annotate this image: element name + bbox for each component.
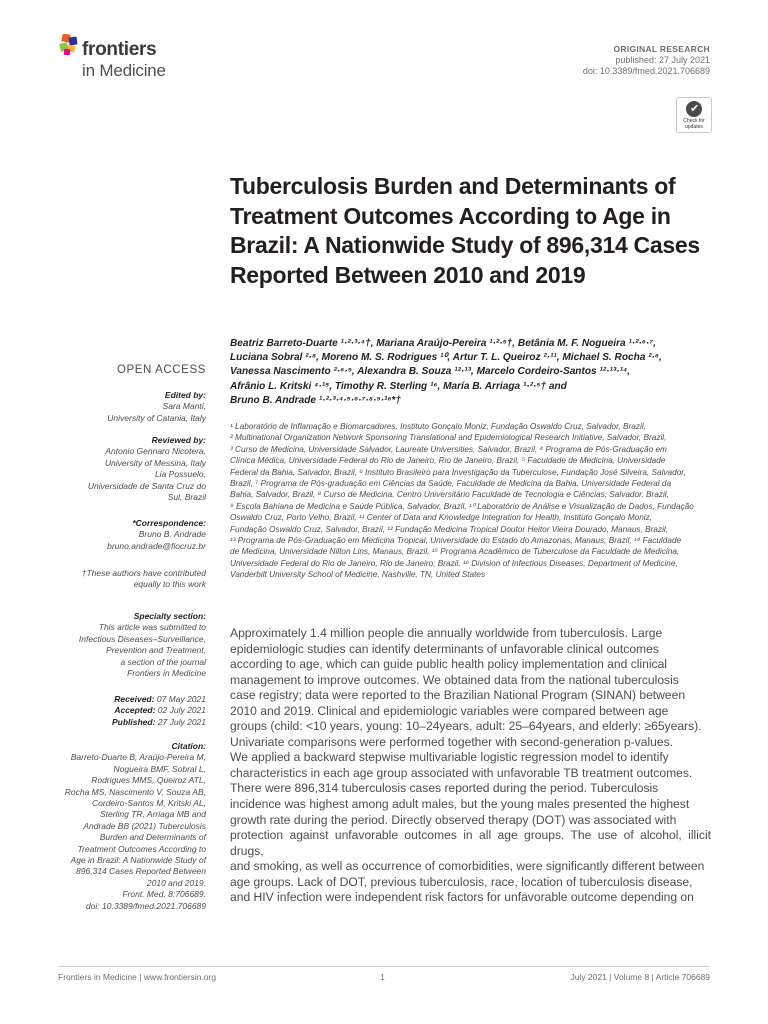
check-updates-label: Check for updates	[683, 118, 705, 130]
equal-contribution-note	[58, 568, 206, 591]
affiliation-line: ¹³ Programa de Pós-Graduação em Medicina Tropical, Universidade do Estado do Amazonas, Manaus, Brazil, ¹⁴ Faculdade	[230, 536, 682, 546]
citation-line: Andrade BB (2021) Tuberculosis	[83, 820, 206, 831]
edited-by-section	[58, 390, 206, 424]
abstract-line: according to age, which can guide public health policy implementation and clinical	[230, 657, 667, 672]
check-for-updates-button[interactable]	[676, 97, 712, 133]
reviewer-line: Antonio Gennaro Nicotera,	[105, 446, 206, 457]
citation-section	[58, 741, 206, 912]
accepted-row: Accepted: 02 July 2021	[114, 705, 206, 716]
affiliation-line: Fundação Oswaldo Cruz, Salvador, Brazil, ¹² Fundação Medicina Tropical Doutor Heitor Vieira Dourado, Manaus, Brazil,	[230, 524, 669, 534]
affiliation-line: ² Multinational Organization Network Sponsoring Translational and Epidemiological Research Initiative, Salvador, Brazil,	[230, 433, 667, 443]
received-row: Received: 07 May 2021	[114, 694, 206, 704]
abstract-line: and smoking, as well as occurrence of comorbidities, were significantly different between	[230, 859, 705, 874]
citation-line: Burden and Determinants of	[99, 832, 206, 843]
citation-line: Rodrigues MMS, Queiroz ATL,	[91, 775, 206, 786]
abstract-line: characteristics in each age group associated with unfavorable TB treatment outcomes.	[230, 765, 693, 780]
specialty-line: Prevention and Treatment,	[105, 645, 206, 656]
abstract	[230, 626, 711, 906]
citation-line: Nogueira BMF, Sobral L,	[113, 763, 206, 774]
abstract-line: Approximately 1.4 million people die annually worldwide from tuberculosis. Large	[230, 626, 663, 640]
abstract-line: incidence was highest among adult males, but the young males presented the highest	[230, 797, 690, 812]
reviewer-line: University of Messina, Italy	[104, 457, 206, 468]
editor-line: University of Catania, Italy	[107, 412, 206, 423]
published-date-sidebar: 27 July 2021	[157, 716, 206, 727]
affiliation-line: de Medicina, Universidade Nilton Lins, Manaus, Brazil, ¹⁵ Programa Acadêmico de Tuberculose da Faculdade de Medicina,	[230, 547, 680, 557]
citation-line: Age in Brazil: A Nationwide Study of	[70, 855, 206, 866]
citation-line[interactable]: doi: 10.3389/fmed.2021.706689	[85, 900, 206, 911]
specialty-heading: Specialty section:	[133, 611, 206, 621]
abstract-line: case registry; data were reported to the Brazilian National Program (SINAN) between	[230, 688, 686, 703]
page-number: 1	[380, 972, 385, 982]
footer-divider	[58, 966, 710, 967]
abstract-line: We applied a backward stepwise multivariable logistic regression model to identify	[230, 750, 669, 765]
citation-line: Treatment Outcomes According to	[77, 843, 206, 854]
check-updates-icon: ✔	[686, 101, 702, 117]
affiliation-line: Oswaldo Cruz, Porto Velho, Brazil, ¹¹ Center of Data and Knowledge Integration for Health, Instituto Gonçalo Moniz,	[230, 513, 653, 523]
specialty-line: a section of the journal	[120, 656, 206, 667]
footer-issue-info: July 2021 | Volume 8 | Article 706689	[570, 972, 710, 982]
open-access-label: OPEN ACCESS	[116, 364, 206, 376]
affiliation-line: Vanderbilt University School of Medicine, Nashville, TN, United States	[230, 570, 486, 580]
contrib-line: †These authors have contributed	[81, 568, 206, 578]
dates-section	[58, 694, 206, 728]
article-type: ORIGINAL RESEARCH	[613, 44, 710, 54]
affiliation-line: Clínica Médica, Universidade Federal do Rio de Janeiro, Rio de Janeiro, Brazil, ⁵ Faculdade de Medicina, Universidade	[230, 456, 666, 466]
affiliation-line: Bahia, Salvador, Brazil, ⁸ Curso de Medicina, Centro Universitário Faculdade de Tecnologia e Ciências, Salvador, Brazil,	[230, 490, 669, 500]
citation-line: Sterling TR, Arriaga MB and	[100, 809, 206, 820]
contrib-line: equally to this work	[133, 579, 206, 590]
published-date: published: 27 July 2021	[615, 55, 710, 65]
journal-logo[interactable]	[58, 34, 198, 78]
affiliation-line: ⁹ Escola Bahiana de Medicina e Saúde Pública, Salvador, Brazil, ¹⁰ Laboratório de Análise e Visualização de Dados, Fundação	[230, 501, 694, 511]
correspondence-section	[58, 518, 206, 552]
citation-heading: Citation:	[171, 741, 206, 751]
abstract-line: management to improve outcomes. We obtained data from the national tuberculosis	[230, 672, 679, 687]
affiliations	[230, 421, 710, 581]
reviewed-by-section	[58, 435, 206, 503]
received-date: 07 May 2021	[156, 694, 206, 704]
reviewer-line: Sul, Brazil	[167, 492, 206, 503]
reviewed-by-heading: Reviewed by:	[151, 435, 206, 445]
correspondence-email[interactable]: bruno.andrade@fiocruz.br	[107, 540, 206, 551]
author-line: Bruno B. Andrade ¹·²·³·⁴·⁵·⁶·⁷·⁸·⁹·¹⁶*†	[230, 394, 401, 406]
citation-line: 896,314 Cases Reported Between	[76, 866, 206, 877]
citation-line: Cordeiro-Santos M, Kritski AL,	[92, 798, 206, 809]
affiliation-line: ³ Curso de Medicina, Universidade Salvador, Laureate Universities, Salvador, Brazil, ⁴ Programa de Pós-Graduação em	[230, 444, 667, 454]
specialty-section	[58, 611, 206, 679]
affiliation-line: ¹ Laboratório de Inflamação e Biomarcadores, Instituto Gonçalo Moniz, Fundação Oswaldo Cruz, Salvador, Brazil,	[230, 422, 646, 431]
logo-name-line2: in Medicine	[82, 61, 166, 80]
author-line: Beatriz Barreto-Duarte ¹·²·³·⁴†, Mariana Araújo-Pereira ¹·²·⁵†, Betânia M. F. Nogueira ¹·²·⁶·⁷,	[230, 338, 656, 349]
specialty-line: This article was submitted to	[98, 622, 206, 633]
article-header-meta	[583, 44, 710, 77]
footer-journal-link[interactable]: Frontiers in Medicine | www.frontiersin.org	[58, 972, 217, 982]
citation-line: Front. Med. 8:706689.	[122, 889, 206, 900]
edited-by-heading: Edited by:	[164, 390, 206, 400]
accepted-date: 02 July 2021	[157, 705, 206, 716]
author-list	[230, 337, 710, 408]
affiliation-line: Federal da Bahia, Salvador, Brazil, ⁶ Instituto Brasileiro para Investigação da Tuberculose, Fundação José Silveira, Salvador,	[230, 467, 686, 477]
published-row: Published: 27 July 2021	[111, 716, 206, 727]
reviewer-line: Universidade de Santa Cruz do	[87, 480, 206, 491]
abstract-line: There were 896,314 tuberculosis cases reported during the period. Tuberculosis	[230, 781, 659, 796]
article-doi[interactable]: doi: 10.3389/fmed.2021.706689	[582, 66, 710, 76]
correspondence-name: Bruno B. Andrade	[138, 529, 206, 540]
affiliation-line: Universidade Federal do Rio de Janeiro, Rio de Janeiro, Brazil, ¹⁶ Division of Infectious Diseases, Department of Medicine,	[230, 558, 678, 568]
author-line: Afrânio L. Kritski ⁴·¹⁵, Timothy R. Sterling ¹⁶, María B. Arriaga ¹·²·⁵† and	[230, 380, 567, 392]
abstract-line: growth rate during the period. Directly observed therapy (DOT) was associated with	[230, 812, 677, 827]
abstract-line: groups (child: <10 years, young: 10–24years, adult: 25–64years, and elderly: ≥65years).	[230, 719, 702, 734]
correspondence-heading: *Correspondence:	[132, 518, 206, 528]
abstract-line: epidemiologic studies can identify determinants of unfavorable clinical outcomes	[230, 641, 659, 656]
editor-line: Sara Manti,	[162, 401, 206, 412]
author-line: Luciana Sobral ²·⁸, Moreno M. S. Rodrigues ¹⁰, Artur T. L. Queiroz ²·¹¹, Michael S. Rocha ²·⁶,	[230, 352, 662, 364]
frontiers-logo-icon	[58, 34, 80, 56]
citation-line: Barreto-Duarte B, Araújo-Pereira M,	[70, 752, 206, 763]
logo-name-line1: frontiers	[82, 39, 157, 60]
abstract-line: Univariate comparisons were performed together with second-generation p-values.	[230, 734, 673, 749]
abstract-line: protection against unfavorable outcomes in all age groups. The use of alcohol, illicit drugs,	[230, 828, 711, 858]
affiliation-line: Brazil, ⁷ Programa de Pós-graduação em Ciências da Saúde, Faculdade de Medicina da Bahia, Universidade Federal da	[230, 479, 672, 489]
reviewer-line: Lia Possuelo,	[154, 469, 206, 480]
abstract-line: 2010 and 2019. Clinical and epidemiologic variables were compared between age	[230, 703, 669, 718]
citation-line: Rocha MS, Nascimento V, Souza AB,	[64, 786, 206, 797]
specialty-line: Infectious Diseases–Surveillance,	[78, 633, 206, 644]
author-line: Vanessa Nascimento ²·⁶·⁹, Alexandra B. Souza ¹²·¹³, Marcelo Cordeiro-Santos ¹²·¹³·¹⁴,	[230, 366, 631, 378]
abstract-line: and HIV infection were independent risk factors for unfavorable outcome depending on	[230, 890, 694, 905]
abstract-line: age groups. Lack of DOT, previous tuberculosis, race, location of tuberculosis disease,	[230, 874, 693, 889]
specialty-line: Frontiers in Medicine	[127, 668, 206, 679]
article-title: Tuberculosis Burden and Determinants of Treatment Outcomes According to Age in Brazil: A Nationwide Study of 896,314 Cases Reported Between 2010 and 2019	[230, 173, 700, 288]
citation-line: 2010 and 2019.	[146, 877, 206, 888]
